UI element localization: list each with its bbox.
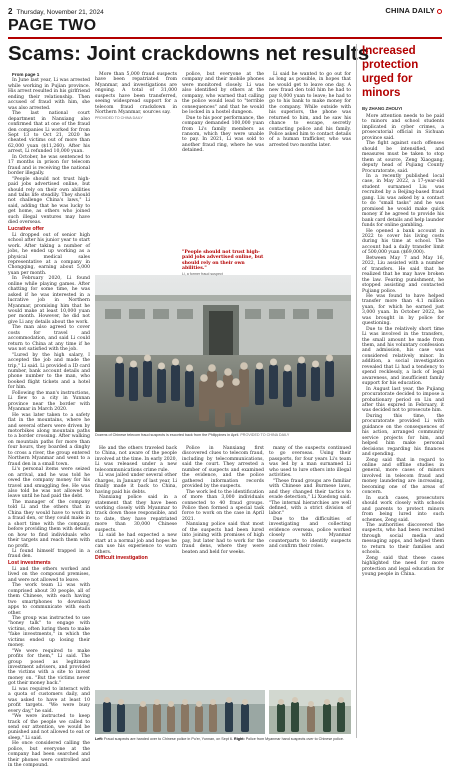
main-headline: Scams: Joint crackdowns net results (8, 42, 370, 65)
caption-left-label: Left: (95, 737, 103, 741)
sidebar-article (362, 114, 444, 734)
logo-mark-icon (437, 9, 442, 14)
masthead (8, 6, 442, 16)
paragraph: Zeng said that these cases highlighted the need for more protection and legal education for young people in China. (362, 555, 444, 578)
article-column-3-lower (182, 446, 264, 686)
masthead-left (8, 7, 104, 16)
pull-quote (182, 250, 264, 276)
sidebar-byline: By ZHANG ZHOUYI (362, 106, 403, 111)
paragraph: many of the suspects continued to go overseas. Using their passports, for four years Li's team was led by a man surnamed Li who used to lure others into illegal activities. (269, 446, 351, 479)
paragraph: The man also agreed to cover costs for travel and accommodation, and said Li could return to China at any time if he was not satisfied with the job. (8, 325, 90, 353)
paragraph: The last national court department in Nanxiang also confirmed that at one of the fraud den companies Li worked for from Sept 13 to Oct 21, 2020 he cheated victims out of more than 62,000 yuan ($11,260). After his arrest, Li refunded 10,000 yuan. (8, 111, 90, 155)
paragraph: More attention needs to be paid to minors and school students implicated in cyber crimes, a prosecutorial official in Sichuan province said. (362, 114, 444, 141)
paragraph: Li's personal items were seized on arrival, and he was told he owed the company money for his travel and smuggling fee. He was also told he was not allowed to leave until he had paid the debt. (8, 467, 90, 500)
subheading-lost-investments: Lost investments (8, 559, 51, 566)
paragraph: In August last year, the Pujiang procuratorate decided to impose a probationary period on Liu and after this expired in February, it was decided not to prosecute him. (362, 386, 444, 414)
article-column-2-lower (95, 446, 177, 686)
subheading-lucrative-offer: Lucrative offer (8, 225, 45, 232)
paragraph: police, but everyone at the company and their mobile phones were monitored closely. Li was also identified by others at the company, who warned that calling the police would lead to "terrible consequences" and that he would be locked in a hostel dungeon. (182, 72, 264, 116)
paragraph: "People should not trust high-paid jobs advertised online, but should rely on their own abilities and talks life steadily. They should not challenge China's laws," Li said, adding that he was lucky to get home, as others who joined such illegal ventures may have died overseas. (8, 176, 90, 226)
paragraph: He opened a bank account in 2022 to cover his living costs during his time at school. The account had a daily transfer limit of 500,000 yuan ($69,000). (362, 228, 444, 256)
paragraph: Due to the relatively short time Li was involved in the transfers, the small amount he made from them, and his voluntary confession and admission, his case was considered relatively minor. In addition, a social investigation revealed that Li had a tendency to spend recklessly, a lack of legal awareness, and insufficient family support for his education. (362, 326, 444, 387)
sidebar-headline: Increased protection urged for minors (362, 45, 419, 99)
paragraph: In October, he was sentenced to 17 months in prison for telecom fraud and is receiving the national border illegally. (8, 154, 90, 177)
paper-name: CHINA DAILY (385, 6, 435, 15)
paragraph: Due to the difficulties of investigating and collecting evidence overseas, police worked closely with Myanmar counterparts to identify suspects and confirm their roles. (269, 516, 351, 550)
paragraph: The authorities discovered the suspects, who had been recruited through social media and messaging apps, and helped them to return to their families and schools. (362, 522, 444, 556)
caption-credit: PROVIDED TO CHINA DAILY (240, 433, 290, 437)
article-column-3 (182, 72, 264, 257)
paragraph: Nanxiang police said that most of the suspects had been lured into joining with promises of high pay, but later had to work for the fraud dens, where they were beaten and held for weeks. (182, 522, 264, 555)
paragraph: In June last year, Li was arrested while working in Pujian province. His arrest resulted in his girlfriend ending their relationship. Then accused of fraud with him, she was also arrested. (8, 78, 90, 111)
article-column-4 (269, 72, 351, 257)
paragraph: The manager of the company told Li and the others that in China they would have to work in a fraud den, or they could make in a short time with the company, before providing them with details on how to find individuals who their targets and reach them with no profit. (8, 499, 90, 549)
caption-right-text: Police from Myanmar hand suspects over to Chinese police. (245, 737, 344, 741)
paragraph: Police in Nanxiang first discovered clues to telecom fraud, including by telecommunications, said the court. They arrested a number of suspects and examined the evidence, and the police gathered information records provided by the suspects. (182, 446, 264, 490)
paragraph: Li was required to interact with a quota of customers daily, and was asked to have at least 10 profit targets. "We were busy every day," he said. (8, 686, 90, 714)
paragraph: Nanxiang police said in a statement that they have been working closely with Myanmar to track down those responsible, and to date, they have repatriated more than 30,000 Chinese suspects. (95, 495, 177, 533)
paragraph: Li said he wanted to go out for as long as possible, in hopes that he would get to leave one day. A new fraud den told him he had to pay 8,000 yuan to leave; he had to go to his bank to make money for the company. While outside with his superiors, the phone was returned to him, and he saw his chance to escape, secretly contacting police and his family. Police asked him to contact details of a human trafficker, who was arrested two months later. (269, 72, 351, 148)
caption-text: Dozens of Chinese telecom fraud suspects is escorted back from the Philippines in April. (95, 433, 240, 437)
paragraph: "Lured by the high salary, I accepted the job and made the trip," Li said. Li provided a ID card number, bank account details and phone number to the man, who booked flight tickets and a hotel for him. (8, 352, 90, 391)
section-title: PAGE TWO (8, 17, 97, 34)
issue-date: Thursday, November 21, 2024 (16, 9, 104, 16)
paragraph: "These fraud groups are familiar with Chinese and Burmese laws, and they changed their tactics to evade detection," Li Xuedong said. "The internal hierarchies are well defined, with a strict division of labor." (269, 478, 351, 517)
bottom-photo-caption (95, 737, 351, 742)
photo-handover-left-image (95, 690, 265, 734)
photo-credit: PROVIDED TO CHINA DAILY (95, 115, 143, 120)
paragraph: He was found to have helped transfer more than 4.1 million yuan, for which he earned just 3,000 yuan. In October 2022, he was brought in by police for questioning. (362, 293, 444, 327)
paragraph: Due to his poor performance, the company demanded 100,000 yuan from Li's family members as ransom, which they were unable to pay. In 2021, Li was sold to another fraud ring, where he was detained. (182, 115, 264, 154)
paragraph: Li dropped out of senior high school after his junior year to start work. After taking a number of jobs, he ended up working as a physical medical sales representative at a company in Chongqing, earning about 5,000 yuan per month. (8, 232, 90, 276)
paragraph: Zeng said that in regard to online and offline studies in general, more cases of minors involved in telecom fraud and money laundering are increasing, becoming one of the areas of concern. (362, 457, 444, 496)
paragraph: More than 5,000 fraud suspects have been repatriated from Myanmar, and investigations are ongoing. A total of 31,000 suspects have been transferred, seeing widespread support for a telecom fraud crackdown in Northern Myanmar, sources say. (95, 72, 177, 116)
paragraph: He and the others traveled back to China, not aware of the people involved at the time. In early 2020, Li was released under a new telecommunications crime rule. (95, 446, 177, 473)
paragraph: The work team Li was with comprised about 30 people, all of them Chinese, with each having two smartphones to download apps to communicate with each other. (8, 583, 90, 616)
paragraph: The fight against such offenses should be intensified, and measures must be taken to stop them at source, Zeng Xiaogang, deputy head of Pujiang County Procuratorate, said. (362, 141, 444, 174)
paragraph: During this time, the procuratorate provided Li with guidance on the consequences of his action, arranged community service projects for him, and helped him make personal decisions regarding his finances and spending. (362, 413, 444, 458)
pull-quote-text: "People should not trust high-paid jobs advertised online, but should rely on their own abilities." (182, 250, 264, 272)
article-column-1 (8, 72, 90, 769)
paragraph: In February 2020, Li found online while playing games. After chatting for some time, he was asked if he was interested in a lucrative job in Northern Myanmar, promising him that he would make at least 10,000 yuan per month. However, he did not give Li any details about the work. (8, 276, 90, 325)
caption-left-text: Fraud suspects are handed over to Chinese police in Pu'er, Yunnan, on Sept 6. (104, 737, 233, 741)
main-photo (95, 275, 351, 432)
paragraph: He was later taken to a safety flat in the mountains, where he and several others were driven by motorbikes along mountain paths to a border crossing. After walking on mountain paths for more than four hours, they boarded a dinghy to cross a river, the group entered Northern Myanmar and went to a fraud den in a small town. (8, 412, 90, 467)
paragraph: "We were required to make profits for them," Li said. The group posed as legitimate investment advisers, and provided the victims with a site to invest money on. "But the victims never got their money back." (8, 648, 90, 687)
main-photo-caption (95, 433, 351, 438)
paragraph: Li was jailed under several other charges, in January of last year, Li finally made it back to China, having paid his debts. (95, 473, 177, 495)
paragraph: Li said he had expected a new start at a normal job and hopes he can use his experience to warn others. (95, 533, 177, 555)
photo-handover-left (95, 690, 265, 734)
paragraph: Li found himself trapped in a fraud den. (8, 548, 90, 560)
caption-right-label: Right: (234, 737, 245, 741)
paragraph: Between May 7 and May 16, 2022, Liu assisted with a number of transfers. He said that he realized that he may have broken the law. Fearing punishment, he stopped assisting and contacted Pujiang police. (362, 255, 444, 294)
paragraph: The work led to the identification of more than 3,000 individuals connected to 40 fraud groups. Police then formed a special task force to work on the case in April 2021. (182, 489, 264, 522)
dateline: From page 1 (12, 72, 40, 77)
paragraph: "We were instructed to keep track of the people we called to send our attention, we would be punished and not allowed to eat or sleep," Li said. (8, 714, 90, 741)
paragraph: Following the man's instructions, Li flew to a city in Yunnan province near the border with Myanmar in March 2020. (8, 390, 90, 413)
paper-name-logo (385, 6, 442, 15)
paragraph: The group was instructed to use "honey talk" to engage with victims, often luring them to make "fake investments," in which the victims ended up losing their money. (8, 615, 90, 649)
paragraph: He once considered calling the police, but everyone at the company had been searched and their phones were controlled and in the compound. (8, 741, 90, 769)
article-column-2 (95, 72, 177, 257)
pull-quote-credit: Li, a former fraud suspect (182, 271, 223, 276)
photo-handover-right-image (269, 690, 351, 734)
page-number: 2 (8, 7, 13, 16)
paragraph: In a recently published local case, in May 2022, a 17-year-old student surnamed Liu was recruited by a Beijing-based fraud gang. Liu was asked by a contact to do "small tasks" and he was promised he would make quick money if he agreed to provide his bank card details and help launder funds for online gambling. (362, 173, 444, 229)
sidebar-divider (356, 44, 357, 738)
photo-police-escort-image (95, 275, 351, 432)
article-column-4-lower (269, 446, 351, 686)
paragraph: In such cases, prosecutors should work closely with schools and parents to protect minors from being lured into such schemes, Zeng said. (362, 495, 444, 523)
paragraph: Li and the others worked and lived on the compound premises, and were not allowed to leave. (8, 566, 90, 583)
subheading-difficult-investigation: Difficult investigation (95, 555, 148, 562)
photo-handover-right (269, 690, 351, 734)
